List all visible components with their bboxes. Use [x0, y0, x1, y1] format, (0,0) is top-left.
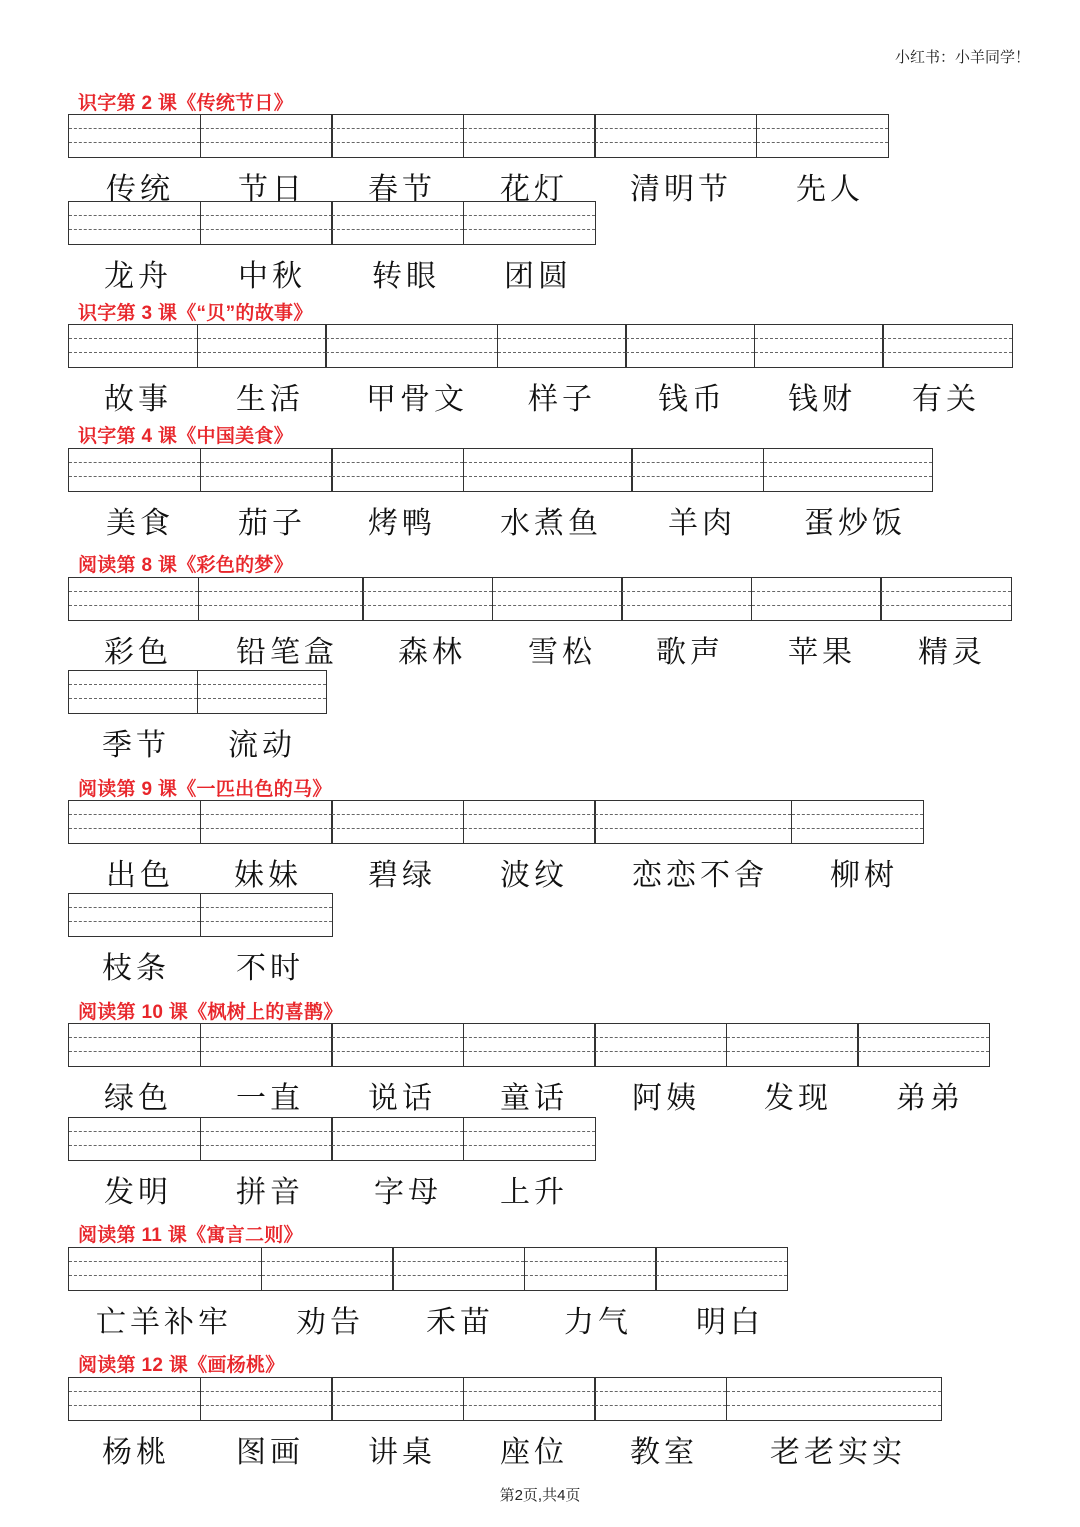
writing-cell[interactable] — [463, 800, 596, 844]
vocab-word: 明白 — [696, 1305, 764, 1340]
vocab-word: 流动 — [228, 728, 296, 763]
word-row — [0, 448, 1080, 542]
vocab-word: 生活 — [236, 382, 304, 417]
word-row — [0, 1117, 1080, 1211]
writing-cell[interactable] — [463, 201, 596, 245]
vocab-word: 恋恋不舍 — [632, 858, 768, 893]
writing-grid — [68, 1377, 940, 1421]
section-title: 识字第 3 课《“贝”的故事》 — [78, 303, 313, 324]
vocab-word: 讲桌 — [368, 1435, 436, 1470]
vocab-word: 字母 — [374, 1175, 442, 1210]
vocab-word: 中秋 — [238, 259, 306, 294]
writing-cell[interactable] — [497, 324, 627, 368]
vocab-word: 铅笔盒 — [236, 635, 338, 670]
vocab-word: 美食 — [106, 506, 174, 541]
writing-cell[interactable] — [463, 448, 633, 492]
vocab-word: 钱财 — [788, 382, 856, 417]
vocab-word: 团圆 — [504, 259, 572, 294]
writing-cell[interactable] — [200, 201, 333, 245]
writing-cell[interactable] — [68, 1117, 201, 1161]
writing-cell[interactable] — [880, 577, 1012, 621]
writing-cell[interactable] — [625, 324, 755, 368]
writing-cell[interactable] — [655, 1247, 788, 1291]
writing-cell[interactable] — [594, 1023, 727, 1067]
vocab-word: 歌声 — [656, 635, 724, 670]
writing-cell[interactable] — [392, 1247, 525, 1291]
vocab-word: 苹果 — [788, 635, 856, 670]
writing-cell[interactable] — [68, 577, 199, 621]
header-note: 小红书：小羊同学！ — [894, 49, 1030, 66]
writing-cell[interactable] — [726, 1023, 859, 1067]
writing-cell[interactable] — [68, 114, 201, 158]
writing-cell[interactable] — [200, 114, 333, 158]
vocab-word: 上升 — [500, 1175, 568, 1210]
writing-grid — [68, 448, 931, 492]
writing-grid — [68, 1117, 594, 1161]
word-row — [0, 670, 1080, 764]
word-row — [0, 1247, 1080, 1341]
writing-cell[interactable] — [331, 800, 464, 844]
section-title: 阅读第 11 课《寓言二则》 — [78, 1225, 303, 1246]
writing-grid — [68, 893, 331, 937]
vocab-word: 教室 — [630, 1435, 698, 1470]
writing-cell[interactable] — [68, 1023, 201, 1067]
writing-cell[interactable] — [68, 1377, 201, 1421]
writing-cell[interactable] — [331, 448, 464, 492]
writing-cell[interactable] — [68, 800, 201, 844]
vocab-word: 春节 — [368, 172, 436, 207]
writing-grid — [68, 800, 922, 844]
section-title: 阅读第 12 课《画杨桃》 — [78, 1355, 285, 1376]
writing-cell[interactable] — [594, 800, 792, 844]
vocab-word: 发现 — [764, 1081, 832, 1116]
vocab-word: 力气 — [564, 1305, 632, 1340]
writing-cell[interactable] — [362, 577, 493, 621]
word-row — [0, 114, 1080, 208]
writing-cell[interactable] — [463, 1117, 596, 1161]
vocab-word: 羊肉 — [668, 506, 736, 541]
vocab-word: 烤鸭 — [368, 506, 436, 541]
vocab-word: 样子 — [528, 382, 596, 417]
vocab-word: 发明 — [104, 1175, 172, 1210]
writing-grid — [68, 1247, 787, 1291]
writing-cell[interactable] — [198, 577, 364, 621]
writing-cell[interactable] — [261, 1247, 394, 1291]
vocab-word: 波纹 — [500, 858, 568, 893]
writing-cell[interactable] — [331, 1023, 464, 1067]
writing-cell[interactable] — [68, 893, 201, 937]
section-title: 阅读第 9 课《一匹出色的马》 — [78, 779, 332, 800]
vocab-word: 转眼 — [372, 259, 440, 294]
writing-cell[interactable] — [197, 324, 327, 368]
vocab-word: 先人 — [796, 172, 864, 207]
vocab-word: 节日 — [238, 172, 306, 207]
vocab-word: 钱币 — [658, 382, 726, 417]
word-row — [0, 201, 1080, 295]
writing-cell[interactable] — [68, 324, 198, 368]
section-title: 识字第 2 课《传统节日》 — [78, 93, 294, 114]
writing-cell[interactable] — [763, 448, 933, 492]
writing-cell[interactable] — [200, 1023, 333, 1067]
writing-grid — [68, 577, 1011, 621]
word-row — [0, 324, 1080, 418]
writing-cell[interactable] — [68, 670, 198, 714]
writing-cell[interactable] — [754, 324, 884, 368]
vocab-word: 森林 — [398, 635, 466, 670]
writing-cell[interactable] — [756, 114, 889, 158]
writing-cell[interactable] — [463, 114, 596, 158]
vocab-word: 老老实实 — [770, 1435, 906, 1470]
word-row — [0, 800, 1080, 894]
writing-cell[interactable] — [594, 114, 757, 158]
writing-cell[interactable] — [68, 201, 201, 245]
vocab-word: 碧绿 — [368, 858, 436, 893]
vocab-word: 传统 — [106, 172, 174, 207]
vocab-word: 妹妹 — [234, 858, 302, 893]
vocab-word: 说话 — [368, 1081, 436, 1116]
vocab-word: 亡羊补牢 — [96, 1305, 232, 1340]
section-title: 识字第 4 课《中国美食》 — [78, 426, 294, 447]
writing-cell[interactable] — [200, 1117, 333, 1161]
vocab-word: 甲骨文 — [366, 382, 468, 417]
vocab-word: 龙舟 — [104, 259, 172, 294]
writing-cell[interactable] — [791, 800, 924, 844]
vocab-word: 有关 — [912, 382, 980, 417]
vocab-word: 雪松 — [528, 635, 596, 670]
vocab-word: 故事 — [104, 382, 172, 417]
vocab-word: 阿姨 — [632, 1081, 700, 1116]
vocab-word: 劝告 — [296, 1305, 364, 1340]
vocab-word: 精灵 — [918, 635, 986, 670]
writing-grid — [68, 201, 594, 245]
vocab-word: 禾苗 — [426, 1305, 494, 1340]
section-title: 阅读第 10 课《枫树上的喜鹊》 — [78, 1002, 343, 1023]
writing-cell[interactable] — [524, 1247, 657, 1291]
vocab-word: 一直 — [236, 1081, 304, 1116]
writing-grid — [68, 114, 887, 158]
writing-cell[interactable] — [751, 577, 882, 621]
word-row — [0, 1377, 1080, 1471]
vocab-word: 图画 — [236, 1435, 304, 1470]
writing-cell[interactable] — [200, 893, 333, 937]
writing-grid — [68, 1023, 989, 1067]
writing-cell[interactable] — [331, 114, 464, 158]
vocab-word: 花灯 — [500, 172, 568, 207]
vocab-word: 杨桃 — [102, 1435, 170, 1470]
vocab-word: 清明节 — [630, 172, 732, 207]
writing-cell[interactable] — [331, 1377, 464, 1421]
writing-cell[interactable] — [331, 1117, 464, 1161]
writing-cell[interactable] — [68, 1247, 262, 1291]
vocab-word: 拼音 — [236, 1175, 304, 1210]
writing-cell[interactable] — [621, 577, 752, 621]
writing-cell[interactable] — [200, 800, 333, 844]
writing-cell[interactable] — [631, 448, 764, 492]
vocab-word: 水煮鱼 — [500, 506, 602, 541]
writing-cell[interactable] — [200, 448, 333, 492]
writing-cell[interactable] — [200, 1377, 333, 1421]
writing-cell[interactable] — [463, 1377, 596, 1421]
vocab-word: 枝条 — [102, 951, 170, 986]
vocab-word: 季节 — [102, 728, 170, 763]
writing-cell[interactable] — [68, 448, 201, 492]
vocab-word: 座位 — [500, 1435, 568, 1470]
writing-cell[interactable] — [197, 670, 327, 714]
writing-cell[interactable] — [492, 577, 623, 621]
writing-cell[interactable] — [331, 201, 464, 245]
vocab-word: 柳树 — [830, 858, 898, 893]
writing-grid — [68, 670, 325, 714]
word-row — [0, 577, 1080, 671]
vocab-word: 茄子 — [238, 506, 306, 541]
word-row — [0, 1023, 1080, 1117]
vocab-word: 不时 — [236, 951, 304, 986]
vocab-word: 绿色 — [104, 1081, 172, 1116]
section-title: 阅读第 8 课《彩色的梦》 — [78, 555, 294, 576]
writing-cell[interactable] — [726, 1377, 942, 1421]
writing-grid — [68, 324, 1012, 368]
vocab-word: 彩色 — [104, 635, 172, 670]
writing-cell[interactable] — [882, 324, 1013, 368]
writing-cell[interactable] — [463, 1023, 596, 1067]
word-row — [0, 893, 1080, 987]
vocab-word: 弟弟 — [896, 1081, 964, 1116]
writing-cell[interactable] — [857, 1023, 990, 1067]
vocab-word: 出色 — [106, 858, 174, 893]
page-number: 第2页,共4页 — [499, 1487, 581, 1504]
vocab-word: 童话 — [500, 1081, 568, 1116]
writing-cell[interactable] — [594, 1377, 727, 1421]
vocab-word: 蛋炒饭 — [804, 506, 906, 541]
writing-cell[interactable] — [325, 324, 498, 368]
